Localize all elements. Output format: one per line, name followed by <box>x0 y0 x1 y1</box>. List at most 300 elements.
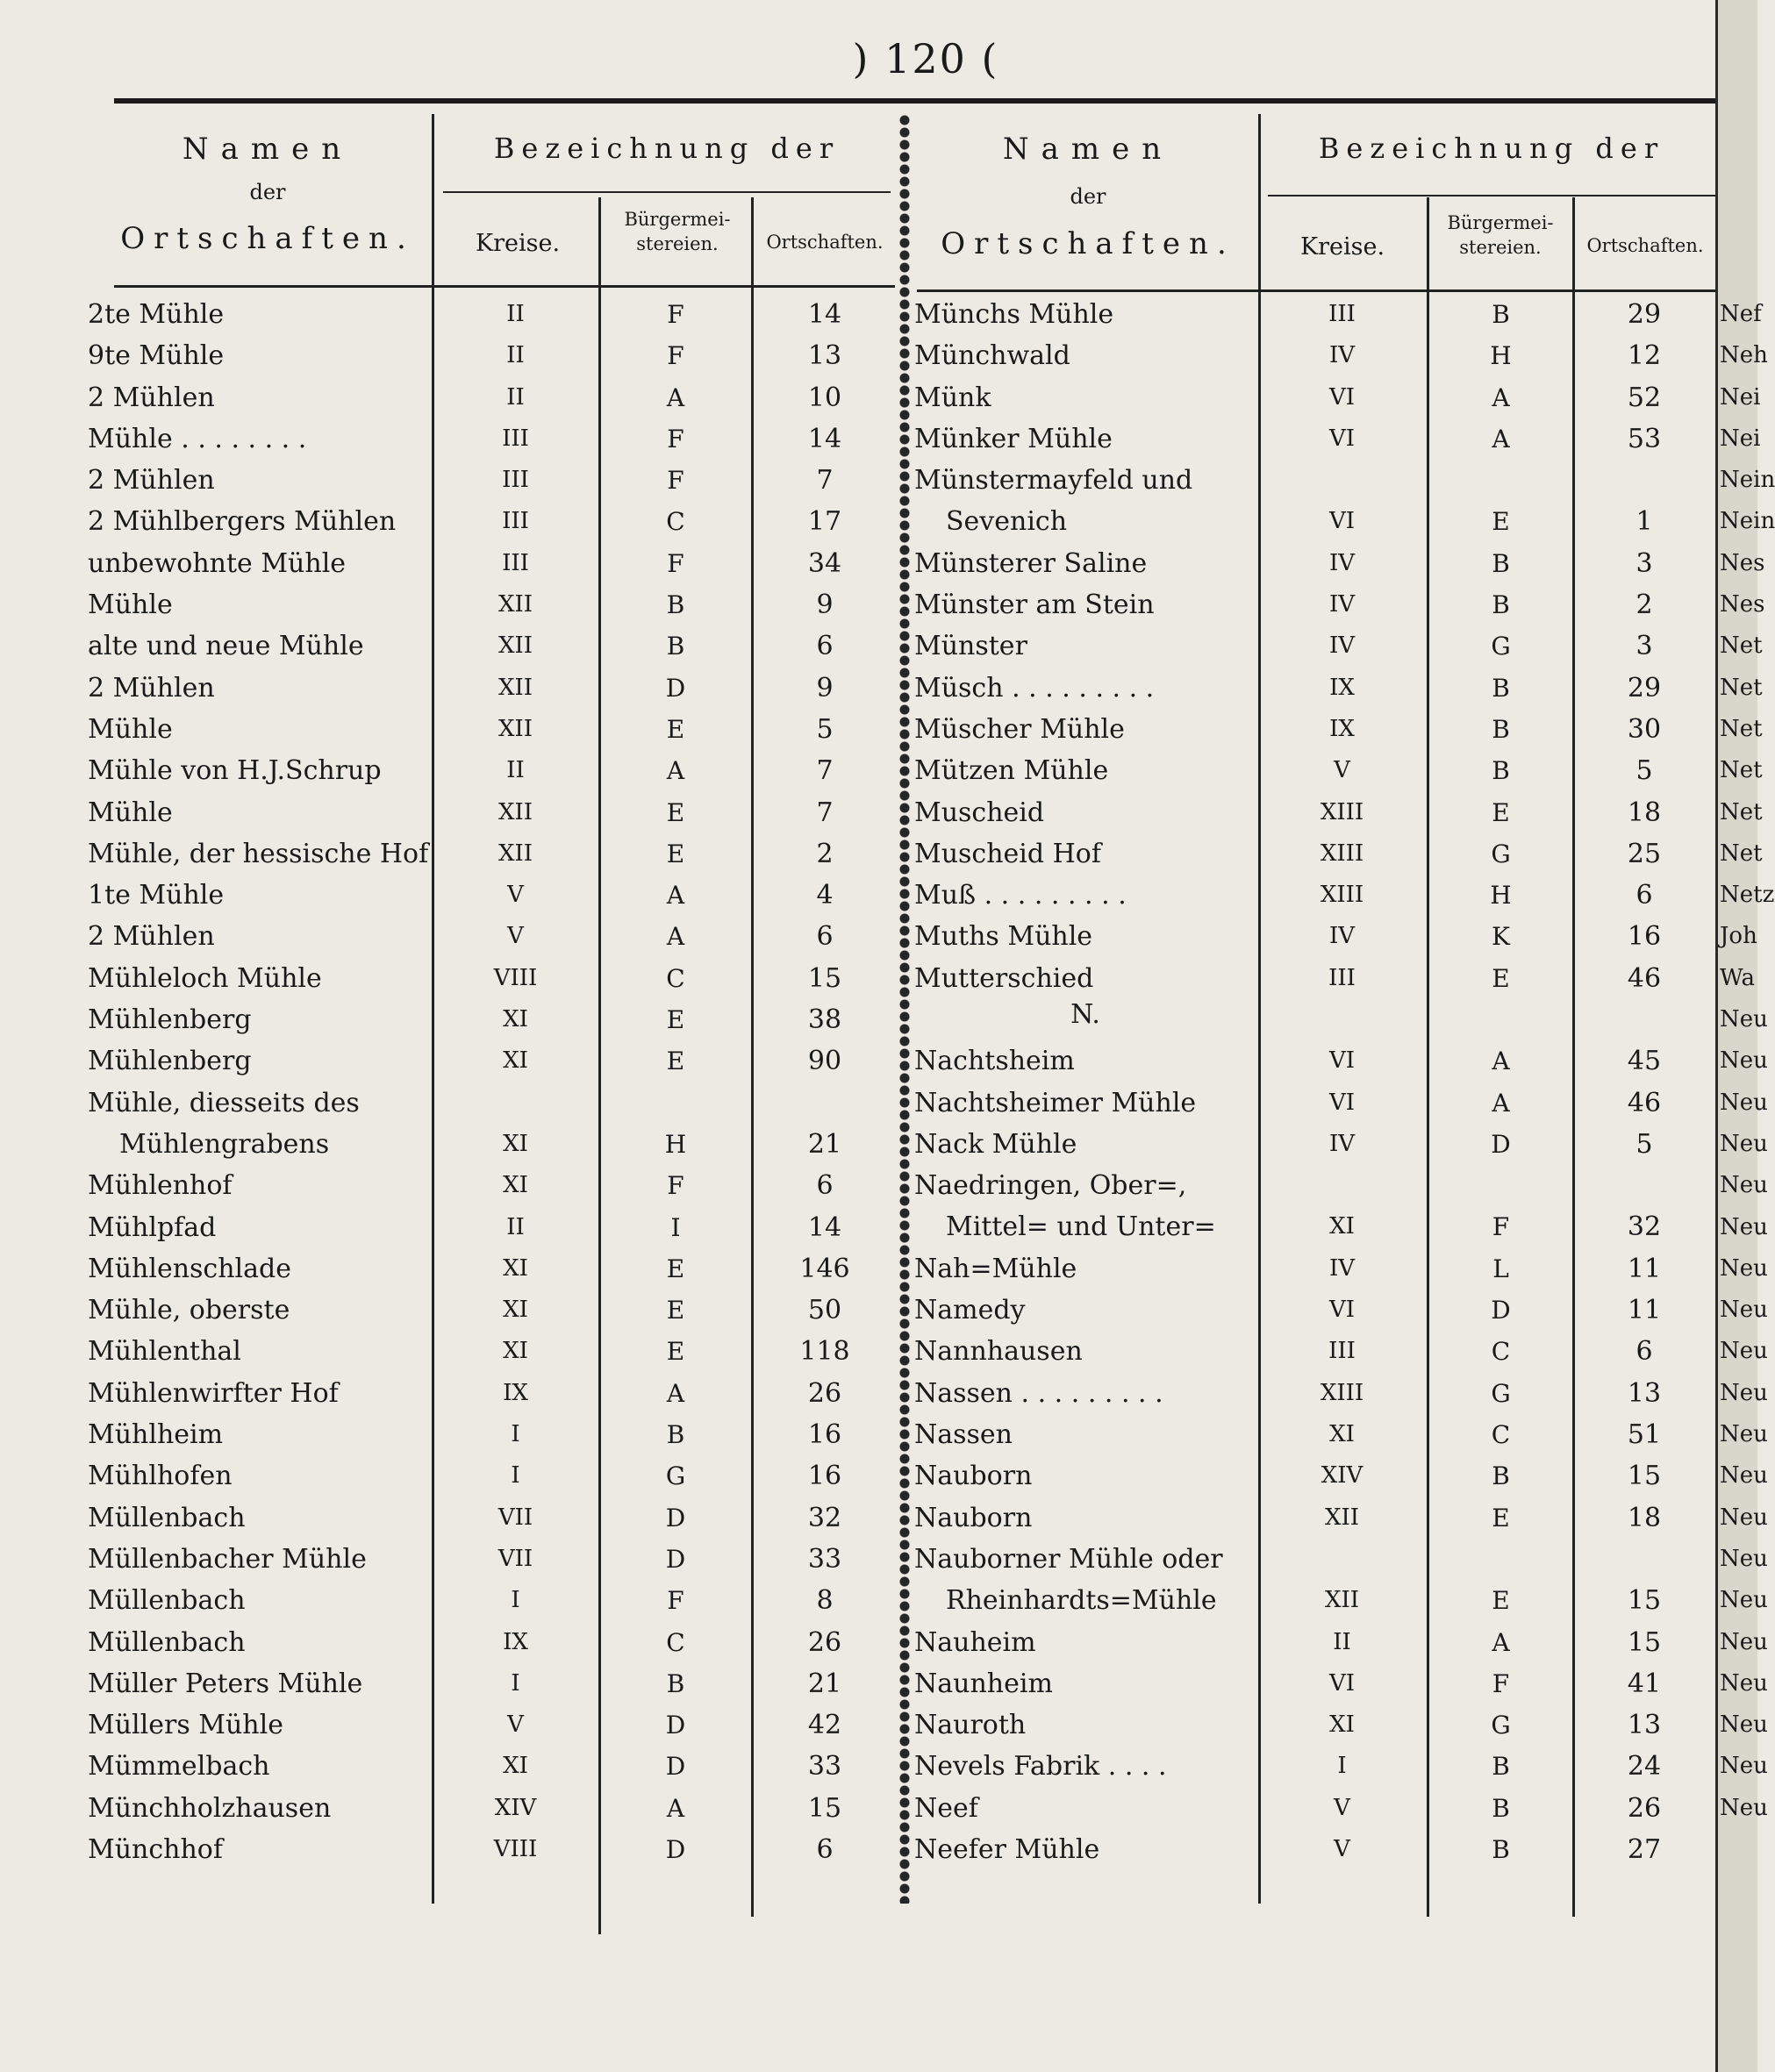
buergermeisterei-value: L <box>1492 1254 1509 1283</box>
kreis-value: IX <box>503 1379 528 1406</box>
table-row <box>914 1331 1717 1372</box>
section-heading-row <box>914 999 1717 1040</box>
kreis-value: III <box>502 425 529 452</box>
ortschaft-number: 14 <box>807 1211 842 1243</box>
place-name-line: Müsch . . . . . . . . . <box>914 672 1155 704</box>
adjacent-page-fragment: Net <box>1720 757 1763 784</box>
buergermeisterei-value: F <box>1492 1668 1510 1698</box>
ortschaft-number: 21 <box>807 1128 842 1160</box>
ortschaft-number: 6 <box>816 1170 834 1202</box>
kreis-value: I <box>511 1462 520 1490</box>
kreis-value: II <box>506 383 525 411</box>
buergermeisterei-value: G <box>1491 1711 1511 1740</box>
kreis-value: XII <box>497 632 533 660</box>
place-name-line: Nannhausen <box>914 1336 1083 1368</box>
place-name-line: Nah=Mühle <box>914 1253 1077 1284</box>
place-name <box>88 1331 432 1372</box>
kreis-value: XII <box>497 674 533 701</box>
kreis-value: XII <box>497 840 533 867</box>
buergermeisterei-value: A <box>1492 1047 1510 1076</box>
place-name-line: Münchholzhausen <box>88 1792 332 1824</box>
place-name-line: Muscheid Hof <box>914 838 1101 869</box>
table-row <box>88 460 895 501</box>
table-row <box>914 792 1717 833</box>
table-row <box>914 1663 1717 1704</box>
ortschaft-number: 29 <box>1627 299 1662 330</box>
ortschaft-number: 14 <box>807 299 842 330</box>
ortschaft-number: 11 <box>1627 1253 1662 1284</box>
place-name <box>88 668 432 709</box>
place-name-line: Mühlenberg <box>88 1046 252 1077</box>
table-row <box>914 958 1717 999</box>
ortschaft-number: 6 <box>1635 1336 1653 1368</box>
place-name <box>88 335 432 376</box>
place-name-line: Nachtsheimer Mühle <box>914 1087 1197 1118</box>
buergermeisterei-value: I <box>670 1212 681 1242</box>
table-row <box>914 418 1717 460</box>
buergermeisterei-value: B <box>1492 1793 1510 1823</box>
adjacent-page-fragment: Neu <box>1720 1545 1768 1572</box>
place-name-line: Mühlenwirfter Hof <box>88 1377 339 1409</box>
place-name <box>914 1455 1256 1497</box>
place-name-line: Müscher Mühle <box>914 713 1125 745</box>
adjacent-page-fragment: Neu <box>1720 1753 1768 1780</box>
ortschaft-number: 30 <box>1627 713 1662 745</box>
buergermeisterei-value: E <box>1492 1585 1510 1615</box>
buergermeisterei-value: B <box>666 1668 685 1698</box>
place-name <box>88 377 432 418</box>
right-header-kreise: Kreise. <box>1299 233 1385 261</box>
place-name <box>88 1580 432 1621</box>
table-row <box>914 625 1717 667</box>
place-name <box>914 833 1256 875</box>
place-name-line: Nassen . . . . . . . . . <box>914 1377 1163 1409</box>
place-name <box>914 1124 1256 1165</box>
place-name <box>914 916 1256 957</box>
place-name <box>88 625 432 667</box>
place-name <box>88 1290 432 1331</box>
adjacent-page-fragment: Neu <box>1720 1338 1768 1365</box>
adjacent-page-fragment: Neu <box>1720 1669 1768 1697</box>
place-name-line: Mühle . . . . . . . . <box>88 423 307 454</box>
left-header-bezeichnung: Bezeichnung der <box>493 132 841 165</box>
ortschaft-number: 9 <box>816 589 834 621</box>
place-name <box>88 1207 432 1248</box>
kreis-value: I <box>511 1421 520 1448</box>
table-row <box>914 668 1717 709</box>
ortschaft-number: 10 <box>807 382 842 413</box>
table-row <box>914 460 1717 543</box>
adjacent-page-fragment: Joh <box>1720 923 1757 950</box>
ortschaft-number: 3 <box>1635 631 1653 662</box>
place-name-line: Mühle <box>88 589 173 621</box>
ortschaft-number: 15 <box>807 1792 842 1824</box>
place-name-continuation: Mittel= und Unter= <box>946 1211 1216 1243</box>
kreis-value: XIII <box>1320 882 1364 909</box>
table-row <box>914 1124 1717 1165</box>
place-name-line: Mützen Mühle <box>914 755 1109 787</box>
place-name <box>914 1373 1256 1414</box>
ortschaft-number: 5 <box>816 713 834 745</box>
place-name-line: 1te Mühle <box>88 880 225 911</box>
kreis-value: III <box>1328 301 1356 327</box>
place-name <box>88 1746 432 1787</box>
ortschaft-number: 26 <box>1627 1792 1662 1824</box>
place-name-line: Mümmelbach <box>88 1751 270 1783</box>
place-name <box>88 1248 432 1290</box>
ortschaft-number: 90 <box>807 1046 842 1077</box>
adjacent-page-fragment: Neu <box>1720 1504 1768 1531</box>
place-name-line: Müller Peters Mühle <box>88 1668 363 1699</box>
table-row <box>914 833 1717 875</box>
adjacent-page-fragment: Nei <box>1720 383 1761 411</box>
buergermeisterei-value: F <box>667 548 684 578</box>
place-name-line: 2 Mühlen <box>88 382 215 413</box>
place-name <box>88 875 432 916</box>
kreis-value: IV <box>1328 1130 1356 1157</box>
buergermeisterei-value: G <box>1491 1378 1511 1408</box>
place-name <box>88 418 432 460</box>
buergermeisterei-value: E <box>666 839 685 868</box>
place-name-line: Müllenbach <box>88 1585 246 1617</box>
place-name <box>914 1040 1256 1082</box>
table-row <box>914 1622 1717 1663</box>
kreis-value: XI <box>503 1006 528 1033</box>
buergermeisterei-value: F <box>667 1586 684 1616</box>
kreis-value: V <box>1334 1835 1350 1862</box>
adjacent-page-fragment: Neh <box>1720 342 1768 369</box>
place-name-line: Mühlheim <box>88 1419 224 1451</box>
table-row <box>88 1539 895 1580</box>
buergermeisterei-value: G <box>1491 839 1511 868</box>
place-name <box>88 1165 432 1206</box>
buergermeisterei-value: A <box>666 1793 685 1823</box>
kreis-value: II <box>506 301 525 327</box>
table-row <box>88 916 895 957</box>
kreis-value: VII <box>497 1545 533 1572</box>
buergermeisterei-value: B <box>1492 714 1510 744</box>
place-name-line: Nauheim <box>914 1626 1036 1658</box>
adjacent-page-fragment: Neu <box>1720 1587 1768 1614</box>
adjacent-page-fragment: Neu <box>1720 1006 1768 1033</box>
kreis-value: VI <box>1328 383 1356 411</box>
place-name <box>88 1539 432 1580</box>
table-row <box>88 958 895 999</box>
buergermeisterei-value: F <box>667 300 684 329</box>
ortschaft-number: 13 <box>1627 1377 1662 1409</box>
ortschaft-number: 5 <box>1635 1128 1653 1160</box>
kreis-value: XI <box>503 1254 528 1282</box>
adjacent-page-fragment: Nei <box>1720 425 1761 452</box>
buergermeisterei-value: G <box>1491 632 1511 661</box>
place-name-line: 9te Mühle <box>88 340 225 372</box>
kreis-value: IV <box>1328 342 1356 369</box>
table-row <box>914 1746 1717 1787</box>
table-row <box>88 501 895 542</box>
kreis-value: XI <box>503 1172 528 1199</box>
ortschaft-number: 5 <box>1635 755 1653 787</box>
kreis-value: IV <box>1328 632 1356 660</box>
ortschaft-number: 7 <box>816 755 834 787</box>
ortschaft-number: 32 <box>1627 1211 1662 1243</box>
buergermeisterei-value: D <box>665 673 686 703</box>
place-name-line: unbewohnte Mühle <box>88 547 347 579</box>
table-row <box>914 1829 1717 1870</box>
place-name <box>914 750 1256 791</box>
place-name <box>914 668 1256 709</box>
place-name-line: Nauborn <box>914 1461 1033 1492</box>
ortschaft-number: 15 <box>1627 1626 1662 1658</box>
left-header-namen: Namen <box>182 132 354 167</box>
place-name-line: Müllers Mühle <box>88 1710 283 1741</box>
kreis-value: XIV <box>494 1794 537 1821</box>
table-row <box>914 1539 1717 1622</box>
place-name-line: Müllenbacher Mühle <box>88 1543 367 1575</box>
ortschaft-number: 7 <box>816 797 834 828</box>
buergermeisterei-value: D <box>665 1711 686 1740</box>
buergermeisterei-value: H <box>1490 341 1512 371</box>
buergermeisterei-value: G <box>665 1461 686 1491</box>
kreis-value: I <box>1337 1753 1347 1780</box>
ortschaft-number: 26 <box>807 1377 842 1409</box>
ortschaft-number: 18 <box>1627 797 1662 828</box>
place-name <box>88 1082 432 1165</box>
adjacent-page-fragment: Neu <box>1720 1047 1768 1075</box>
place-name-line: Namedy <box>914 1295 1026 1326</box>
place-name <box>914 1622 1256 1663</box>
adjacent-page-fragment: Neu <box>1720 1089 1768 1116</box>
table-row <box>88 1248 895 1290</box>
place-name <box>88 792 432 833</box>
buergermeisterei-value: F <box>667 424 684 454</box>
buergermeisterei-value: D <box>665 1544 686 1574</box>
ortschaft-number: 51 <box>1627 1419 1662 1451</box>
ortschaft-number: 13 <box>1627 1710 1662 1741</box>
place-name <box>914 543 1256 584</box>
kreis-value: V <box>1334 757 1350 784</box>
buergermeisterei-value: B <box>666 590 685 620</box>
kreis-value: IV <box>1328 1254 1356 1282</box>
adjacent-page-fragment: Wa <box>1720 964 1755 991</box>
place-name-line: Mühlhofen <box>88 1461 233 1492</box>
table-row <box>914 750 1717 791</box>
ortschaft-number: 9 <box>816 672 834 704</box>
kreis-value: IX <box>503 1628 528 1655</box>
right-header-buergermeistereien: Bürgermei- stereien. <box>1447 212 1554 258</box>
kreis-value: V <box>507 1711 524 1739</box>
place-name-line: Mühleloch Mühle <box>88 962 322 994</box>
kreis-value: II <box>1333 1628 1351 1655</box>
ortschaft-number: 38 <box>807 1004 842 1036</box>
buergermeisterei-value: H <box>664 1129 687 1159</box>
buergermeisterei-value: D <box>1491 1296 1511 1325</box>
table-row <box>88 792 895 833</box>
kreis-value: XII <box>497 715 533 742</box>
table-row <box>914 1704 1717 1746</box>
place-name <box>914 1331 1256 1372</box>
adjacent-page-fragment: Neu <box>1720 1172 1768 1199</box>
table-row <box>88 668 895 709</box>
table-row <box>914 916 1717 957</box>
buergermeisterei-value: E <box>666 1337 685 1367</box>
table-row <box>88 1165 895 1206</box>
adjacent-page-strip <box>1720 294 1775 1829</box>
right-header-namen: Namen <box>1002 132 1174 167</box>
kreis-value: III <box>502 549 529 576</box>
kreis-value: V <box>507 923 524 950</box>
adjacent-page-fragment: Neu <box>1720 1254 1768 1282</box>
place-name <box>914 1829 1256 1870</box>
buergermeisterei-value: B <box>1492 300 1510 329</box>
table-row <box>88 1663 895 1704</box>
center-dotted-divider <box>898 114 911 1904</box>
place-name-line: Münker Mühle <box>914 423 1113 454</box>
buergermeisterei-value: A <box>666 881 685 911</box>
place-name-line: Neef <box>914 1792 978 1824</box>
place-name-continuation: Rheinhardts=Mühle <box>946 1584 1217 1616</box>
place-name-line: Müllenbach <box>88 1626 246 1658</box>
ortschaft-number: 53 <box>1627 423 1662 454</box>
place-name <box>914 1414 1256 1455</box>
place-name-line: Nauborn <box>914 1502 1033 1533</box>
table-row <box>914 1040 1717 1082</box>
kreis-value: VI <box>1328 425 1356 452</box>
table-row <box>88 1580 895 1621</box>
ortschaft-number: 8 <box>816 1585 834 1617</box>
adjacent-page-fragment: Net <box>1720 632 1763 660</box>
buergermeisterei-value: A <box>666 922 685 952</box>
place-name-line: Nachtsheim <box>914 1046 1075 1077</box>
buergermeisterei-value: B <box>1492 1461 1510 1491</box>
table-row <box>914 1414 1717 1455</box>
place-name-line: Nauborner Mühle oder <box>914 1543 1223 1575</box>
buergermeisterei-value: E <box>666 1296 685 1325</box>
buergermeisterei-value: E <box>1492 507 1510 537</box>
place-name-line: Naunheim <box>914 1668 1053 1699</box>
adjacent-page-fragment: Net <box>1720 798 1763 825</box>
left-header-buergermeistereien: Bürgermei- stereien. <box>624 209 731 254</box>
place-name <box>914 792 1256 833</box>
ortschaft-number: 6 <box>1635 880 1653 911</box>
ortschaft-number: 6 <box>816 921 834 953</box>
place-name <box>914 1663 1256 1704</box>
kreis-value: V <box>1334 1794 1350 1821</box>
place-name-line: Mutterschied <box>914 962 1094 994</box>
buergermeisterei-value: C <box>1491 1337 1511 1367</box>
ortschaft-number: 32 <box>807 1502 842 1533</box>
table-row <box>914 1455 1717 1497</box>
adjacent-page-fragment: Neu <box>1720 1628 1768 1655</box>
table-row <box>88 1497 895 1539</box>
table-row <box>88 1331 895 1372</box>
page-number: ) 120 ( <box>852 35 999 82</box>
adjacent-page-fragment: Nef <box>1720 301 1762 327</box>
buergermeisterei-value: C <box>1491 1420 1511 1450</box>
place-name <box>88 958 432 999</box>
table-row <box>88 418 895 460</box>
ortschaft-number: 118 <box>799 1336 850 1368</box>
adjacent-page-fragment: Neu <box>1720 1462 1768 1490</box>
kreis-value: XI <box>503 1047 528 1075</box>
place-name-line: Nack Mühle <box>914 1128 1077 1160</box>
place-name <box>88 584 432 625</box>
section-letter: N. <box>1070 999 1100 1031</box>
table-row <box>88 1704 895 1746</box>
kreis-value: I <box>511 1669 520 1697</box>
buergermeisterei-value: F <box>667 1171 684 1201</box>
place-name-line: 2 Mühlen <box>88 465 215 497</box>
ortschaft-number: 41 <box>1627 1668 1662 1699</box>
kreis-value: VI <box>1328 1047 1356 1075</box>
ortschaft-number: 33 <box>807 1543 842 1575</box>
ortschaft-number: 15 <box>807 962 842 994</box>
ortschaft-number: 46 <box>1627 962 1662 994</box>
left-table <box>88 294 895 1870</box>
ortschaft-number: 2 <box>816 838 834 869</box>
kreis-value: XIII <box>1320 1379 1364 1406</box>
place-name-line: Mühle, oberste <box>88 1295 290 1326</box>
left-header-ortschaften-col: Ortschaften. <box>766 232 884 253</box>
ortschaft-number: 24 <box>1627 1751 1662 1783</box>
place-name-line: 2 Mühlen <box>88 921 215 953</box>
place-name-line: Mühle, diesseits des <box>88 1087 360 1118</box>
adjacent-page-fragment: Neu <box>1720 1213 1768 1240</box>
place-name <box>914 1746 1256 1787</box>
place-name-line: Mühlenhof <box>88 1170 233 1202</box>
table-row <box>88 1040 895 1082</box>
kreis-value: VIII <box>493 1835 538 1862</box>
ortschaft-number: 42 <box>807 1710 842 1741</box>
place-name-line: 2 Mühlbergers Mühlen <box>88 506 397 538</box>
place-name <box>914 1248 1256 1290</box>
adjacent-page-fragment: Neu <box>1720 1130 1768 1157</box>
place-name <box>914 1539 1256 1621</box>
buergermeisterei-value: D <box>665 1752 686 1782</box>
ortschaft-number: 146 <box>799 1253 850 1284</box>
table-row <box>88 1622 895 1663</box>
place-name-line: Mühlenberg <box>88 1004 252 1036</box>
table-row <box>88 1207 895 1248</box>
place-name <box>914 958 1256 999</box>
table-row <box>88 1290 895 1331</box>
ortschaft-number: 16 <box>807 1461 842 1492</box>
place-name <box>914 875 1256 916</box>
kreis-value: VII <box>497 1504 533 1531</box>
table-row <box>914 1290 1717 1331</box>
ortschaft-number: 6 <box>816 631 834 662</box>
place-name-line: Nauroth <box>914 1710 1027 1741</box>
place-name <box>88 999 432 1040</box>
place-name <box>914 584 1256 625</box>
kreis-value: XI <box>1329 1711 1355 1739</box>
place-name <box>914 1704 1256 1746</box>
adjacent-page-fragment: Net <box>1720 715 1763 742</box>
table-row <box>88 294 895 335</box>
place-name-line: Münk <box>914 382 991 413</box>
ortschaft-number: 11 <box>1627 1295 1662 1326</box>
place-name <box>88 1663 432 1704</box>
table-row <box>88 750 895 791</box>
table-row <box>914 1082 1717 1124</box>
kreis-value: IV <box>1328 923 1356 950</box>
place-name-line: Neefer Mühle <box>914 1833 1100 1865</box>
buergermeisterei-value: A <box>1492 1088 1510 1118</box>
table-row <box>88 1455 895 1497</box>
place-name-line: Mühlpfad <box>88 1211 217 1243</box>
place-name-line: Nassen <box>914 1419 1013 1451</box>
adjacent-page-fragment: Netz <box>1720 882 1775 909</box>
kreis-value: III <box>1328 1338 1356 1365</box>
